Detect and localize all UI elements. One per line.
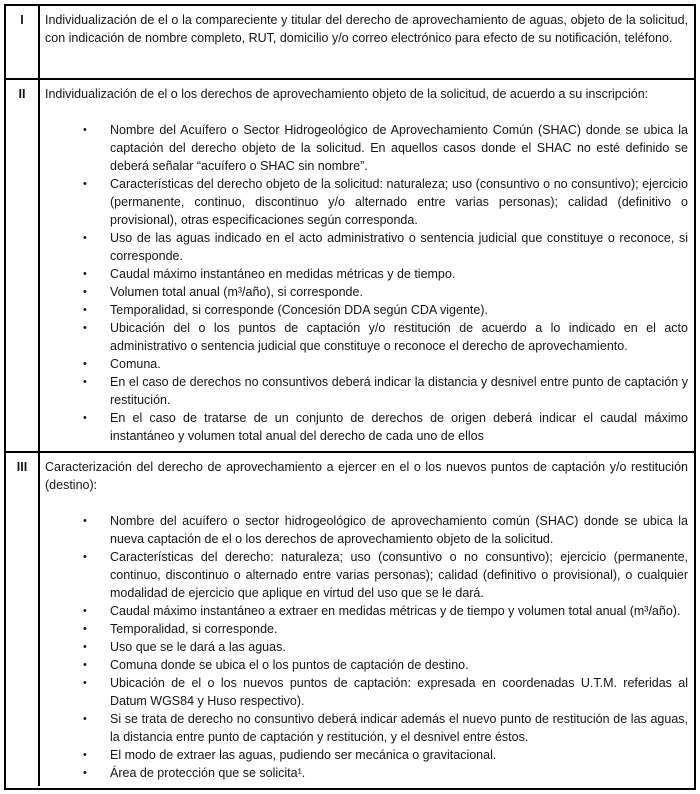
row-numeral-i: I bbox=[6, 6, 40, 78]
list-item bbox=[45, 319, 688, 355]
list-item bbox=[45, 283, 688, 301]
table-row-i bbox=[6, 6, 694, 78]
list-item bbox=[45, 373, 688, 409]
table-row-ii bbox=[6, 78, 694, 451]
row-intro-iii: Caracterización del derecho de aprovechamiento a ejercer en el o los nuevos puntos de captación y/o restitución (destino): bbox=[45, 460, 688, 492]
list-item bbox=[45, 674, 688, 710]
bullet-icon: • bbox=[83, 286, 87, 298]
list-item bbox=[45, 746, 688, 764]
bullet-text: Si se trata de derecho no consuntivo deberá indicar además el nuevo punto de restitución de las aguas, la distancia entre punto de captación y restitución, y el desnivel entre éstos. bbox=[110, 712, 688, 744]
list-item bbox=[45, 229, 688, 265]
bullet-text: En el caso de tratarse de un conjunto de derechos de origen deberá indicar el caudal máximo instantáneo y volumen total anual del derecho de cada uno de ellos bbox=[110, 411, 688, 443]
bullet-text: Características del derecho: naturaleza; uso (consuntivo o no consuntivo); ejercicio (permanente, continuo, discontinuo o alternado entre varias personas); calidad (definitivo o provisional), o cualquier modalidad de ejercicio que aplique en virtud del uso que se le dará. bbox=[110, 550, 688, 600]
bullet-icon: • bbox=[83, 713, 87, 725]
row-numeral-iii: III bbox=[6, 453, 40, 786]
bullet-text: Ubicación de el o los nuevos puntos de captación: expresada en coordenadas U.T.M. referidas al Datum WGS84 y Huso respectivo). bbox=[110, 676, 688, 708]
bullet-text: Características del derecho objeto de la solicitud: naturaleza; uso (consuntivo o no consuntivo); ejercicio (permanente, continuo, discontinuo y/o alternado entre varias personas); calidad (definitivo o provisional), otras especificaciones según corresponda. bbox=[110, 177, 688, 227]
list-item bbox=[45, 355, 688, 373]
bullet-text: El modo de extraer las aguas, pudiendo ser mecánica o gravitacional. bbox=[110, 748, 497, 762]
bullet-text: Uso de las aguas indicado en el acto administrativo o sentencia judicial que constituye o reconoce, si corresponde. bbox=[110, 231, 688, 263]
bullet-icon: • bbox=[83, 232, 87, 244]
bullet-icon: • bbox=[83, 605, 87, 617]
bullet-icon: • bbox=[83, 767, 87, 779]
bullet-icon: • bbox=[83, 659, 87, 671]
bullet-text: Uso que se le dará a las aguas. bbox=[110, 640, 286, 654]
bullet-text: Comuna donde se ubica el o los puntos de captación de destino. bbox=[110, 658, 469, 672]
list-item bbox=[45, 175, 688, 229]
list-item bbox=[45, 638, 688, 656]
row-numeral-ii: II bbox=[6, 80, 40, 451]
bullet-icon: • bbox=[83, 268, 87, 280]
list-item bbox=[45, 121, 688, 175]
bullet-icon: • bbox=[83, 178, 87, 190]
table-row-iii bbox=[6, 451, 694, 786]
list-item bbox=[45, 512, 688, 548]
row-content-i bbox=[40, 6, 694, 78]
bullet-text: Ubicación del o los puntos de captación y/o restitución de acuerdo a lo indicado en el acto administrativo o sentencia judicial que constituye o reconoce el derecho de aprovechamiento. bbox=[110, 321, 688, 353]
bullet-text: Temporalidad, si corresponde (Concesión DDA según CDA vigente). bbox=[110, 303, 488, 317]
bullet-text: Caudal máximo instantáneo en medidas métricas y de tiempo. bbox=[110, 267, 456, 281]
list-item bbox=[45, 710, 688, 746]
row-content-ii bbox=[40, 80, 694, 451]
bullet-icon: • bbox=[83, 322, 87, 334]
bullet-text: Nombre del Acuífero o Sector Hidrogeológico de Aprovechamiento Común (SHAC) donde se ubica la captación del derecho objeto de la solicitud. En aquellos casos donde el SHAC no esté definido se deberá señalar “acuífero o SHAC sin nombre”. bbox=[110, 123, 688, 173]
bullet-list-iii bbox=[45, 512, 688, 782]
bullet-icon: • bbox=[83, 677, 87, 689]
bullet-icon: • bbox=[83, 515, 87, 527]
bullet-icon: • bbox=[83, 623, 87, 635]
bullet-icon: • bbox=[83, 551, 87, 563]
list-item bbox=[45, 265, 688, 283]
row-content-iii bbox=[40, 453, 694, 786]
list-item bbox=[45, 656, 688, 674]
bullet-text: En el caso de derechos no consuntivos deberá indicar la distancia y desnivel entre punto de captación y restitución. bbox=[110, 375, 688, 407]
bullet-icon: • bbox=[83, 641, 87, 653]
bullet-list-ii bbox=[45, 121, 688, 445]
list-item bbox=[45, 602, 688, 620]
bullet-text: Caudal máximo instantáneo a extraer en medidas métricas y de tiempo y volumen total anual (m³/año). bbox=[110, 604, 681, 618]
list-item bbox=[45, 764, 688, 782]
bullet-text: Temporalidad, si corresponde. bbox=[110, 622, 278, 636]
bullet-icon: • bbox=[83, 376, 87, 388]
bullet-icon: • bbox=[83, 749, 87, 761]
bullet-icon: • bbox=[83, 124, 87, 136]
list-item bbox=[45, 409, 688, 445]
bullet-text: Volumen total anual (m³/año), si corresponde. bbox=[110, 285, 363, 299]
bullet-icon: • bbox=[83, 358, 87, 370]
list-item bbox=[45, 301, 688, 319]
bullet-text: Área de protección que se solicita¹. bbox=[110, 766, 306, 780]
bullet-text: Comuna. bbox=[110, 357, 161, 371]
list-item bbox=[45, 548, 688, 602]
list-item bbox=[45, 620, 688, 638]
row-intro-i: Individualización de el o la compareciente y titular del derecho de aprovechamiento de aguas, objeto de la solicitud, con indicación de nombre completo, RUT, domicilio y/o correo electrónico para efecto de su notificación, teléfono. bbox=[45, 13, 688, 45]
bullet-icon: • bbox=[83, 412, 87, 424]
bullet-text: Nombre del acuífero o sector hidrogeológico de aprovechamiento común (SHAC) donde se ubica la nueva captación de el o los derechos de aprovechamiento objeto de la solicitud. bbox=[110, 514, 688, 546]
requirements-table bbox=[4, 4, 696, 790]
bullet-icon: • bbox=[83, 304, 87, 316]
row-intro-ii: Individualización de el o los derechos de aprovechamiento objeto de la solicitud, de acuerdo a su inscripción: bbox=[45, 87, 649, 101]
